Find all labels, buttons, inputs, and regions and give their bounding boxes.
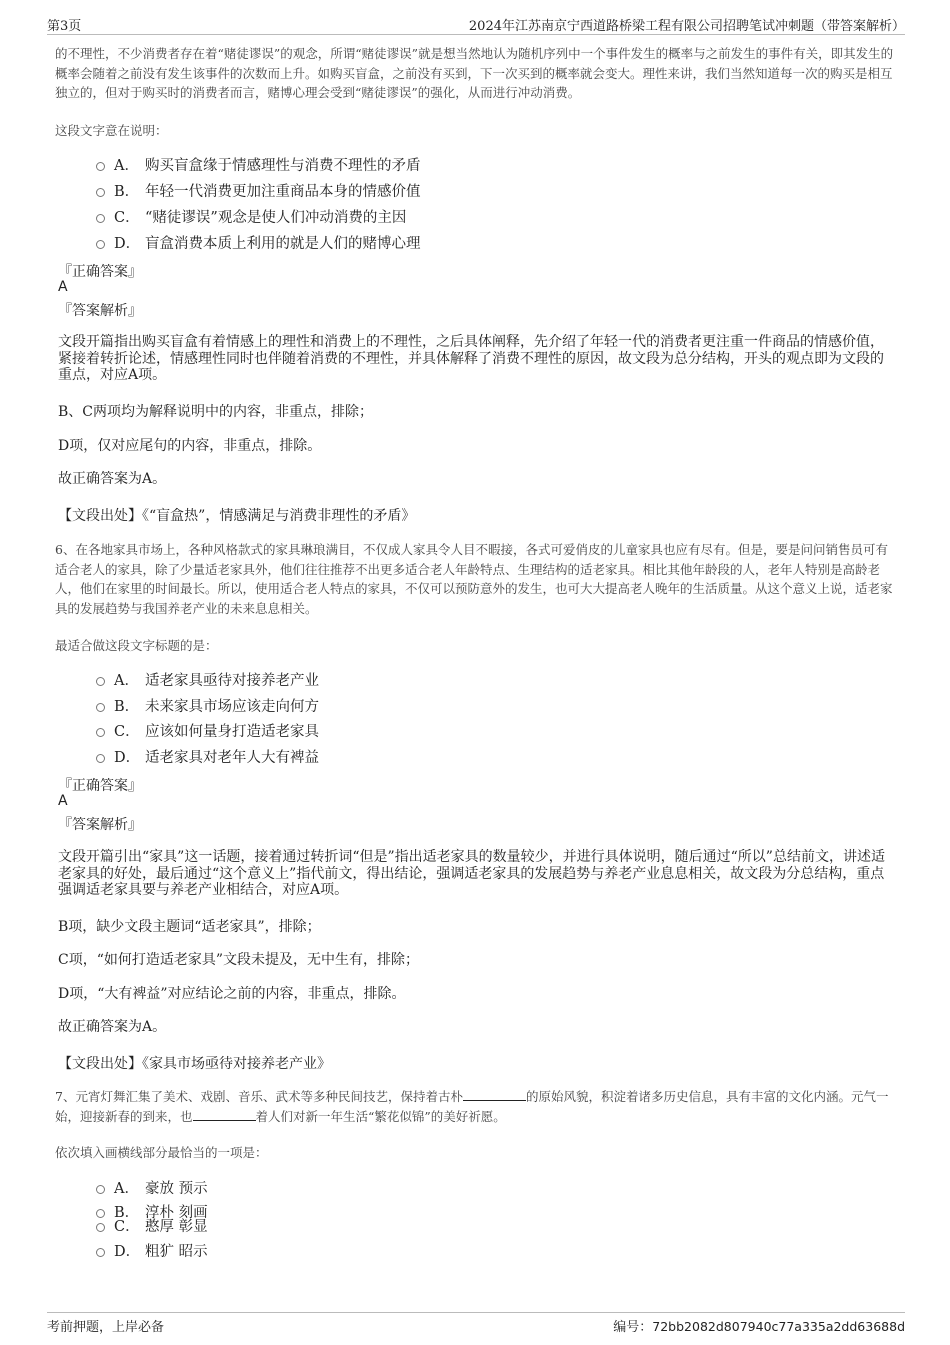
- radio-button[interactable]: [96, 703, 105, 712]
- q5-analysis-paragraph: B、C两项均为解释说明中的内容，非重点，排除；: [58, 404, 373, 420]
- q7-prompt: 依次填入画横线部分最恰当的一项是：: [55, 1145, 268, 1160]
- q5-answer-label: 『正确答案』: [58, 264, 142, 280]
- radio-button[interactable]: [96, 1185, 105, 1194]
- q5-passage: 的不理性，不少消费者存在着“赌徒谬误”的观念，所谓“赌徒谬误”就是想当然地认为随机序列中一个事件发生的概率与之前发生的事件有关，即其发生的概率会随着之前没有发生该事件的次数而上升。如购买盲盒，之前没有买到，下一次买到的概率就会变大。理性来讲，我们当然知道每一次的购买是相互独立的，但对于购买时的消费者而言，赌博心理会受到“赌徒谬误”的强化，从而进行冲动消费。: [55, 46, 894, 100]
- q6-analysis-paragraph: 故正确答案为A。: [58, 1019, 167, 1035]
- q5-analysis-paragraph: 故正确答案为A。: [58, 471, 167, 487]
- radio-button[interactable]: [96, 188, 105, 197]
- radio-button[interactable]: [96, 1248, 105, 1257]
- q6-passage: 6、在各地家具市场上，各种风格款式的家具琳琅满目，不仅成人家具令人目不暇接，各式可爱俏皮的儿童家具也应有尽有。但是，要是问问销售员可有适合老人的家具，除了少量适老家具外，他们往往推荐不出更多适合老人年龄特点、生理结构的适老家具。相比其他年龄段的人，老年人特别是高龄老人，他们在家里的时间最长。所以，使用适合老人特点的家具，不仅可以预防意外的发生，也可大大提高老人晚年的生活质量。从这个意义上说，适老家具的发展趋势与我国养老产业的未来息息相关。: [55, 542, 893, 616]
- q5-analysis-paragraph: D项，仅对应尾句的内容，非重点，排除。: [58, 438, 322, 454]
- document-code: 编号：72bb2082d807940c77a335a2dd63688d: [613, 1319, 905, 1335]
- radio-button[interactable]: [96, 1209, 105, 1218]
- q5-answer: A: [58, 279, 68, 295]
- q6-answer: A: [58, 793, 68, 809]
- q6-answer-label: 『正确答案』: [58, 778, 142, 794]
- page-number: 第3页: [47, 19, 82, 34]
- q6-analysis-label: 『答案解析』: [58, 817, 142, 833]
- q6-analysis-paragraph: B项，缺少文段主题词“适老家具”，排除；: [58, 919, 321, 935]
- q6-prompt: 最适合做这段文字标题的是：: [55, 638, 218, 653]
- fill-blank[interactable]: [193, 1108, 256, 1121]
- radio-button[interactable]: [96, 754, 105, 763]
- q6-analysis-paragraph: 文段开篇引出“家具”这一话题，接着通过转折词“但是”指出适老家具的数量较少，并进行具体说明，随后通过“所以”总结前文，讲述适老家具的好处，最后通过“这个意义上”指代前文，得出结论，强调适老家具的发展趋势与养老产业息息相关，故文段为分总结构，重点强调适老家具要与养老产业相结合，对应A项。: [58, 849, 885, 898]
- q5-source: 【文段出处】《“盲盒热”，情感满足与消费非理性的矛盾》: [58, 508, 416, 524]
- q6-analysis-paragraph: C项，“如何打造适老家具”文段未提及，无中生有，排除；: [58, 952, 420, 968]
- radio-button[interactable]: [96, 214, 105, 223]
- radio-button[interactable]: [96, 728, 105, 737]
- q7-passage: 7、元宵灯舞汇集了美术、戏剧、音乐、武术等多种民间技艺，保持着古朴 的原始风貌，积淀着诸多历史信息，具有丰富的文化内涵。元气一始，迎接新春的到来，也 着人们对新一年生活“繁花似锦”的美好祈愿。: [55, 1089, 889, 1124]
- radio-button[interactable]: [96, 162, 105, 171]
- radio-button[interactable]: [96, 1223, 105, 1232]
- q5-analysis-paragraph: 文段开篇指出购买盲盒有着情感上的理性和消费上的不理性，之后具体阐释，先介绍了年轻一代的消费者更注重一件商品的情感价值，紧接着转折论述，情感理性同时也伴随着消费的不理性，并具体解释了消费不理性的原因，故文段为总分结构，开头的观点即为文段的重点，对应A项。: [58, 334, 884, 383]
- footer-slogan: 考前押题，上岸必备: [47, 1320, 165, 1335]
- fill-blank[interactable]: [463, 1088, 526, 1101]
- document-title: 2024年江苏南京宁西道路桥梁工程有限公司招聘笔试冲刺题（带答案解析）: [468, 19, 905, 34]
- q5-prompt: 这段文字意在说明：: [55, 123, 168, 138]
- q6-analysis-paragraph: D项，“大有裨益”对应结论之前的内容，非重点，排除。: [58, 986, 406, 1002]
- radio-button[interactable]: [96, 240, 105, 249]
- page-header: [47, 12, 905, 35]
- radio-button[interactable]: [96, 677, 105, 686]
- q5-analysis-label: 『答案解析』: [58, 303, 142, 319]
- q6-source: 【文段出处】《家具市场亟待对接养老产业》: [58, 1056, 331, 1072]
- page-footer: [47, 1312, 905, 1335]
